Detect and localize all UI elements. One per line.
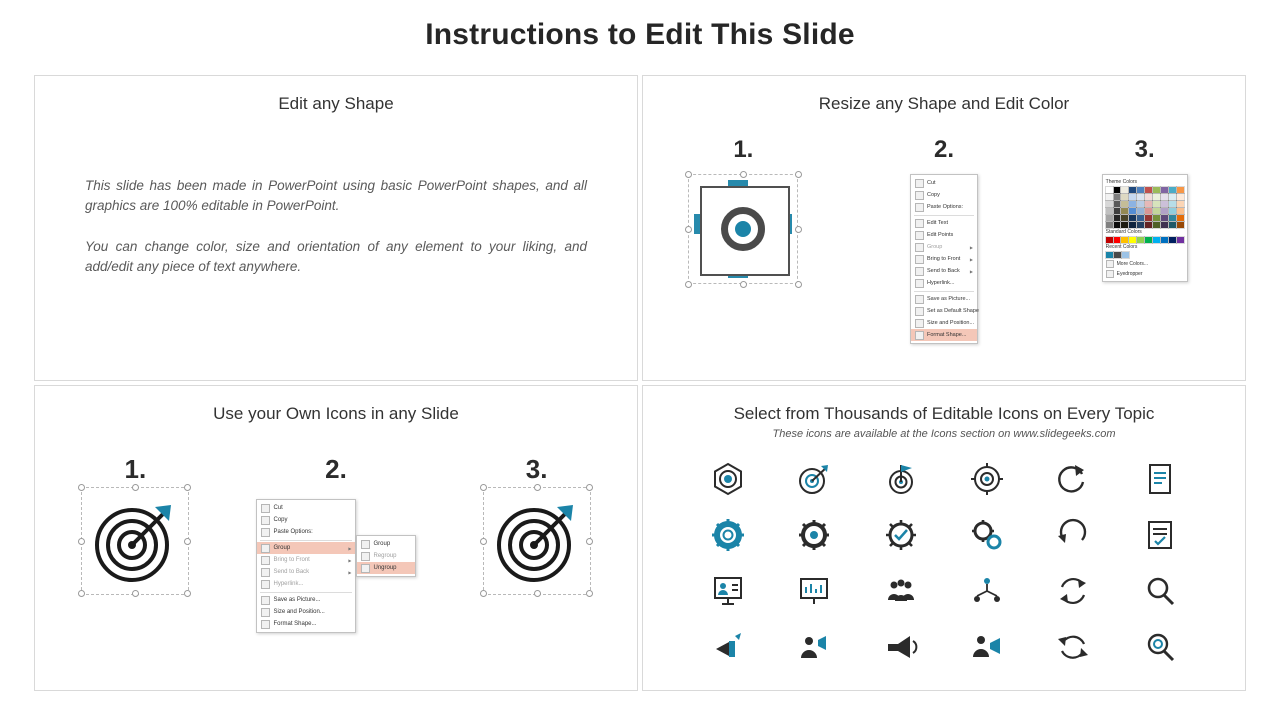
circular-arrow-icon [1056,518,1090,552]
menu-item-bring-to-front[interactable] [257,554,355,566]
shape-selection-graphic[interactable] [688,174,798,284]
magnifier-icon [1143,574,1177,608]
color-swatch[interactable] [1145,222,1152,228]
menu-item-label: Edit Points [926,232,954,238]
menu-item-label: Copy [273,517,288,523]
loudspeaker-icon [884,630,918,664]
menu-item-label: Regroup [373,553,397,559]
sync-arrows-icon [1056,574,1090,608]
menu-separator [260,592,352,593]
group-icon [915,243,924,252]
hyperlink-icon [915,279,924,288]
ungroup-icon [361,564,370,573]
color-swatch[interactable] [1153,194,1160,200]
icon-cell[interactable] [944,622,1030,672]
menu-item-send-to-back[interactable] [257,566,355,578]
menu-item-cut[interactable] [257,502,355,514]
menu-item-label: Paste Options: [926,204,964,210]
icon-cell[interactable] [944,510,1030,560]
menu-item-label: Group [373,541,391,547]
color-swatch[interactable] [1153,237,1160,243]
menu-item-group[interactable] [911,241,977,253]
color-swatch[interactable] [1114,201,1121,207]
format-shape-icon [261,620,270,629]
color-swatch[interactable] [1129,215,1136,221]
theme-colors-label: Theme Colors [1105,179,1138,185]
menu-item-label: Format Shape... [926,332,967,338]
step-2 [248,454,423,625]
swatch-row [1106,194,1184,200]
icon-cell[interactable] [1030,566,1116,616]
color-swatch[interactable] [1121,237,1128,243]
send-back-icon [915,267,924,276]
color-swatch[interactable] [1121,222,1128,228]
icon-cell[interactable] [858,510,944,560]
resize-handle[interactable] [132,590,139,597]
group-icon [261,544,270,553]
panel-grid [34,75,1246,695]
step-3 [449,454,624,587]
recycle-arrows-icon [1056,630,1090,664]
color-swatch[interactable] [1161,237,1168,243]
hyperlink-icon [261,580,270,589]
person-speaker-icon [797,630,831,664]
standard-colors-label: Standard Colors [1105,229,1142,235]
step-number: 3. [525,454,548,484]
menu-item-format-shape[interactable] [257,618,355,630]
step-number: 3. [1134,136,1155,163]
color-swatch[interactable] [1177,215,1184,221]
recent-colors-label: Recent Colors [1105,244,1138,250]
edit-points-icon [915,231,924,240]
icon-cell[interactable] [1117,454,1203,504]
color-swatch[interactable] [1106,237,1113,243]
color-swatch[interactable] [1137,215,1144,221]
swatch-row [1106,252,1184,258]
color-swatch[interactable] [1145,201,1152,207]
resize-handle[interactable] [480,484,487,491]
size-position-icon [261,608,270,617]
document-list-icon [1143,462,1177,496]
color-swatch[interactable] [1106,208,1113,214]
eyedropper-option[interactable] [1106,270,1184,278]
color-swatch[interactable] [1106,201,1113,207]
panel-title: Edit any Shape [278,94,394,113]
menu-item-label: Cut [926,180,936,186]
icon-cell[interactable] [944,454,1030,504]
color-swatch[interactable] [1169,208,1176,214]
icon-cell[interactable] [1030,454,1116,504]
step-3 [1057,136,1232,282]
color-swatch[interactable] [1153,201,1160,207]
color-swatch[interactable] [1161,222,1168,228]
color-swatch[interactable] [1129,194,1136,200]
menu-item-label: Set as Default Shape [926,308,979,314]
color-swatch[interactable] [1137,208,1144,214]
menu-item-set-default-shape[interactable] [911,305,977,317]
color-swatch[interactable] [1177,208,1184,214]
panel-own-icons [34,385,638,691]
color-swatch[interactable] [1145,215,1152,221]
menu-item-label: Hyperlink... [926,280,955,286]
icon-cell[interactable] [1030,622,1116,672]
color-swatch[interactable] [1106,194,1113,200]
icon-cell[interactable] [858,454,944,504]
copy-icon [915,191,924,200]
panel-paragraph-1: This slide has been made in PowerPoint using basic PowerPoint shapes, and all graphics are 100% editable in PowerPoint. [85,178,587,213]
icon-cell[interactable] [685,622,771,672]
icon-cell[interactable] [771,566,857,616]
icon-cell[interactable] [771,454,857,504]
panel-paragraph-2: You can change color, size and orientation of any element to your liking, and add/edit any piece of text anywhere. [85,239,587,274]
resize-handle[interactable] [480,538,487,545]
gear-teal-icon [711,518,745,552]
color-swatch[interactable] [1137,194,1144,200]
icon-cell[interactable] [771,510,857,560]
color-swatch[interactable] [1137,222,1144,228]
color-swatch[interactable] [1114,194,1121,200]
color-swatch[interactable] [1169,222,1176,228]
color-swatch[interactable] [1114,215,1121,221]
color-swatch[interactable] [1129,222,1136,228]
color-swatch[interactable] [1121,187,1128,193]
color-swatch[interactable] [1177,187,1184,193]
panel-resize-any-shape [642,75,1246,381]
color-picker[interactable] [1102,174,1188,282]
menu-item-label: Bring to Front [273,557,310,563]
menu-item-send-to-back[interactable] [911,265,977,277]
selection-box [81,487,189,595]
color-swatch[interactable] [1137,201,1144,207]
eyedropper-label: Eyedropper [1116,271,1143,277]
more-colors-option[interactable] [1106,260,1184,268]
selection-box [483,487,591,595]
context-menu[interactable] [910,174,978,344]
menu-item-label: Send to Back [273,569,310,575]
menu-item-group[interactable] [257,542,355,554]
color-swatch[interactable] [1145,208,1152,214]
menu-item-label: Format Shape... [273,621,317,627]
menu-item-label: Paste Options: [273,529,313,535]
menu-item-save-as-picture[interactable] [257,594,355,606]
person-board-icon [711,574,745,608]
resize-handle[interactable] [184,590,191,597]
menu-item-label: Cut [273,505,283,511]
menu-item-cut[interactable] [911,177,977,189]
regroup-icon [361,552,370,561]
group-icon [361,540,370,549]
step-number: 2. [325,454,347,484]
resize-handle[interactable] [795,281,802,288]
eyedropper-icon [1106,270,1114,278]
presentation-board-icon [797,574,831,608]
menu-item-label: Save as Picture... [273,597,321,603]
gear-check-icon [884,518,918,552]
menu-item-label: Size and Position... [273,609,325,615]
resize-handle[interactable] [685,281,692,288]
paste-icon [915,203,924,212]
panel-edit-any-shape [34,75,638,381]
resize-handle[interactable] [534,590,541,597]
menu-item-format-shape[interactable] [911,329,977,341]
step-number: 2. [933,136,954,163]
menu-separator [914,291,974,292]
color-swatch[interactable] [1114,237,1121,243]
gear-dark-icon [797,518,831,552]
menu-item-label: Save as Picture... [926,296,971,302]
icon-cell[interactable] [685,510,771,560]
menu-item-label: Edit Text [926,220,948,226]
color-swatch[interactable] [1114,252,1121,258]
menu-item-hyperlink[interactable] [257,578,355,590]
resize-handle[interactable] [586,538,593,545]
page-title: Instructions to Edit This Slide [425,18,855,51]
color-swatch[interactable] [1129,187,1136,193]
resize-handle[interactable] [184,538,191,545]
cut-icon [915,179,924,188]
color-swatch[interactable] [1169,201,1176,207]
refresh-arrow-icon [1056,462,1090,496]
color-swatch[interactable] [1161,208,1168,214]
swatch-row [1106,187,1184,193]
panel-editable-icons [642,385,1246,691]
menu-item-hyperlink[interactable] [911,277,977,289]
color-swatch[interactable] [1153,208,1160,214]
menu-item-size-and-position[interactable] [911,317,977,329]
icon-cell[interactable] [1117,510,1203,560]
menu-item-label: Send to Back [926,268,960,274]
checklist-document-icon [1143,518,1177,552]
color-swatch[interactable] [1114,208,1121,214]
menu-separator [914,215,974,216]
size-position-icon [915,319,924,328]
menu-item-size-and-position[interactable] [257,606,355,618]
color-swatch[interactable] [1169,187,1176,193]
color-swatch[interactable] [1106,222,1113,228]
color-swatch[interactable] [1169,194,1176,200]
copy-icon [261,516,270,525]
resize-handle[interactable] [795,171,802,178]
menu-item-label: Bring to Front [926,256,961,262]
people-network-icon [970,574,1004,608]
menu-item-edit-points[interactable] [911,229,977,241]
color-swatch[interactable] [1121,194,1128,200]
swatch-row [1106,222,1184,228]
color-swatch[interactable] [1106,215,1113,221]
color-swatch[interactable] [1177,201,1184,207]
cut-icon [261,504,270,513]
team-group-icon [884,574,918,608]
color-swatch[interactable] [1161,215,1168,221]
color-swatch[interactable] [1161,187,1168,193]
step-1 [48,454,223,587]
panel-title: Select from Thousands of Editable Icons on Every Topic [733,404,1155,423]
color-swatch[interactable] [1122,252,1129,258]
resize-handle[interactable] [740,281,747,288]
resize-handle[interactable] [184,484,191,491]
group-submenu[interactable] [356,535,416,577]
target-flag-icon [884,462,918,496]
color-swatch[interactable] [1137,237,1144,243]
menu-item-copy[interactable] [257,514,355,526]
paste-icon [261,528,270,537]
context-menu[interactable] [256,499,356,633]
announce-person-icon [970,630,1004,664]
color-swatch[interactable] [1161,201,1168,207]
gear-group-icon [970,518,1004,552]
submenu-item-regroup[interactable] [357,550,415,562]
color-swatch[interactable] [1137,187,1144,193]
color-swatch[interactable] [1161,194,1168,200]
palette-icon [1106,260,1114,268]
color-swatch[interactable] [1145,194,1152,200]
submenu-item-group[interactable] [357,538,415,550]
more-colors-label: More Colors... [1116,261,1149,267]
swatch-row [1106,201,1184,207]
resize-handle[interactable] [586,590,593,597]
color-swatch[interactable] [1169,237,1176,243]
resize-handle[interactable] [78,590,85,597]
menu-item-bring-to-front[interactable] [911,253,977,265]
search-target-icon [1143,630,1177,664]
menu-item-paste-options[interactable] [911,201,977,213]
edit-text-icon [915,219,924,228]
menu-item-save-as-picture[interactable] [911,293,977,305]
swatch-row [1106,208,1184,214]
send-back-icon [261,568,270,577]
icon-cell[interactable] [685,566,771,616]
color-swatch[interactable] [1114,187,1121,193]
icon-grid [685,454,1203,672]
resize-handle[interactable] [480,590,487,597]
color-swatch[interactable] [1177,237,1184,243]
color-swatch[interactable] [1114,222,1121,228]
menu-item-label: Ungroup [373,565,397,571]
resize-handle[interactable] [586,484,593,491]
bring-front-icon [915,255,924,264]
color-swatch[interactable] [1169,215,1176,221]
steps-row [643,136,1245,344]
icon-cell[interactable] [685,454,771,504]
bring-front-icon [261,556,270,565]
resize-handle[interactable] [795,226,802,233]
theme-color-swatches[interactable] [1106,187,1184,228]
step-number: 1. [733,136,754,163]
submenu-item-ungroup[interactable] [357,562,415,574]
color-swatch[interactable] [1106,252,1113,258]
icon-cell[interactable] [1030,510,1116,560]
resize-handle[interactable] [534,484,541,491]
target-hex-icon [711,462,745,496]
menu-item-label: Group [273,545,291,551]
menu-item-label: Copy [926,192,940,198]
color-swatch[interactable] [1121,201,1128,207]
color-swatch[interactable] [1177,222,1184,228]
menu-separator [260,540,352,541]
color-swatch[interactable] [1106,187,1113,193]
icon-cell[interactable] [858,566,944,616]
icon-cell[interactable] [858,622,944,672]
color-swatch[interactable] [1145,187,1152,193]
dartboard-arrow-icon [797,462,831,496]
step-2 [856,136,1031,344]
panel-title: Use your Own Icons in any Slide [213,404,459,423]
color-swatch[interactable] [1129,237,1136,243]
step-1 [656,136,831,284]
menu-item-label: Hyperlink... [273,581,304,587]
color-swatch[interactable] [1153,222,1160,228]
standard-color-swatches[interactable] [1106,237,1184,243]
color-swatch[interactable] [1121,208,1128,214]
default-shape-icon [915,307,924,316]
menu-item-edit-text[interactable] [911,217,977,229]
color-swatch[interactable] [1129,208,1136,214]
icon-cell[interactable] [771,622,857,672]
format-shape-icon [915,331,924,340]
panel-title: Resize any Shape and Edit Color [818,94,1070,113]
color-swatch[interactable] [1153,187,1160,193]
swatch-row [1106,215,1184,221]
icon-cell[interactable] [944,566,1030,616]
menu-item-label: Size and Position... [926,320,975,326]
icon-cell[interactable] [1117,566,1203,616]
crosshair-target-icon [970,462,1004,496]
steps-row [35,454,637,625]
menu-item-copy[interactable] [911,189,977,201]
save-picture-icon [915,295,924,304]
save-picture-icon [261,596,270,605]
color-swatch[interactable] [1153,215,1160,221]
icon-cell[interactable] [1117,622,1203,672]
recent-color-swatches[interactable] [1106,252,1184,258]
color-swatch[interactable] [1129,201,1136,207]
target-ungrouped-graphic[interactable] [491,495,583,587]
step-number: 1. [124,454,147,484]
target-selection-graphic[interactable] [89,495,181,587]
color-swatch[interactable] [1145,237,1152,243]
panel-subtitle: These icons are available at the Icons section on www.slidegeeks.com [772,428,1116,440]
menu-item-paste-options[interactable] [257,526,355,538]
megaphone-arrow-icon [711,630,745,664]
menu-item-label: Group [926,244,943,250]
swatch-row [1106,237,1184,243]
color-swatch[interactable] [1177,194,1184,200]
color-swatch[interactable] [1121,215,1128,221]
